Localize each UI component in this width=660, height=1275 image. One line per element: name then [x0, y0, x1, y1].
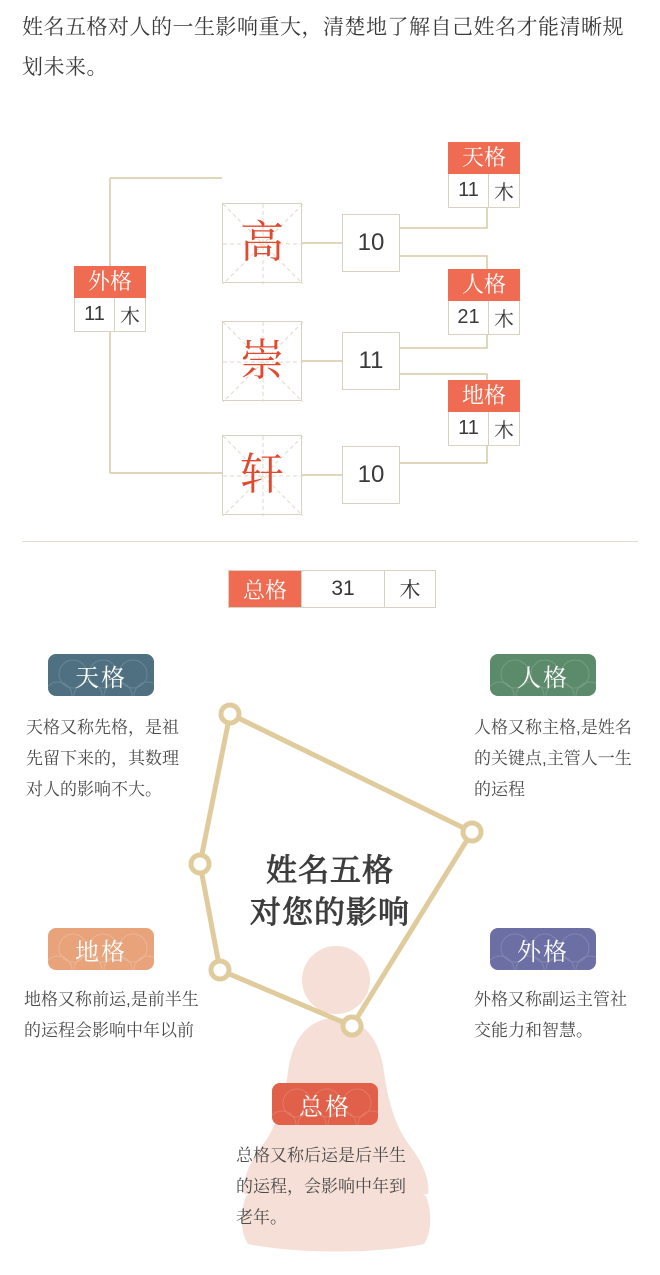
desc-earth: 地格又称前运,是前半生的运程会影响中年以前 — [24, 990, 199, 1040]
tag-total — [272, 1083, 378, 1125]
outer-label: 外格 — [74, 266, 146, 298]
ge-block-outer — [74, 266, 146, 332]
stroke-number-2: 11 — [342, 332, 400, 390]
stroke-number-1: 10 — [342, 214, 400, 272]
node-total — [343, 1017, 361, 1035]
total-row — [228, 570, 436, 608]
node-outer — [191, 855, 209, 873]
tag-earth — [48, 928, 154, 970]
desc-total: 总格又称后运是后半生的运程，会影响中年到老年。 — [236, 1146, 406, 1227]
total-number: 31 — [301, 571, 385, 607]
desc-person: 人格又称主格,是姓名的关键点,主管人一生的运程 — [474, 718, 632, 799]
intro-text: 姓名五格对人的一生影响重大，清楚地了解自己姓名才能清晰规划未来。 — [22, 16, 624, 79]
ge-block-person — [448, 269, 520, 335]
tag-outer — [490, 928, 596, 970]
char-box-2 — [222, 321, 302, 401]
outer-number: 11 — [75, 298, 115, 331]
center-title-line2: 对您的影响 — [250, 895, 410, 931]
heaven-number: 11 — [449, 174, 489, 207]
char-box-1 — [222, 203, 302, 283]
desc-heaven: 天格又称先格，是祖先留下来的，其数理对人的影响不大。 — [26, 718, 179, 799]
heaven-label: 天格 — [448, 142, 520, 174]
tag-person — [490, 654, 596, 696]
outer-value — [74, 298, 146, 332]
tag-earth-label: 地格 — [75, 938, 127, 966]
ge-block-earth — [448, 380, 520, 446]
heaven-value — [448, 174, 520, 208]
tag-total-label: 总格 — [299, 1093, 351, 1121]
tag-person-label: 人格 — [517, 664, 569, 692]
name-grid-diagram — [0, 128, 660, 548]
outer-element: 木 — [120, 306, 140, 328]
desc-outer: 外格又称副运主管社交能力和智慧。 — [474, 990, 627, 1040]
center-title-line1: 姓名五格 — [266, 853, 394, 889]
earth-element: 木 — [494, 420, 514, 442]
tag-heaven — [48, 654, 154, 696]
earth-label: 地格 — [448, 380, 520, 412]
node-person — [463, 823, 481, 841]
tag-heaven-label: 天格 — [75, 664, 127, 692]
person-element: 木 — [494, 309, 514, 331]
char-box-3 — [222, 435, 302, 515]
char-2: 崇 — [240, 335, 284, 386]
earth-value — [448, 412, 520, 446]
heaven-element: 木 — [494, 182, 514, 204]
person-value — [448, 301, 520, 335]
char-3: 轩 — [240, 449, 284, 500]
center-title — [215, 850, 445, 934]
section-divider — [22, 541, 638, 542]
person-number: 21 — [449, 301, 489, 334]
total-element: 木 — [399, 579, 421, 602]
char-1: 高 — [240, 217, 284, 268]
person-label: 人格 — [448, 269, 520, 301]
stroke-number-3: 10 — [342, 446, 400, 504]
node-earth — [211, 961, 229, 979]
influence-infographic — [0, 632, 660, 1275]
node-heaven — [221, 705, 239, 723]
earth-number: 11 — [449, 412, 489, 445]
ge-block-heaven — [448, 142, 520, 208]
tag-outer-label: 外格 — [517, 938, 569, 966]
total-label: 总格 — [229, 571, 301, 607]
grid-connector-lines — [0, 128, 660, 548]
